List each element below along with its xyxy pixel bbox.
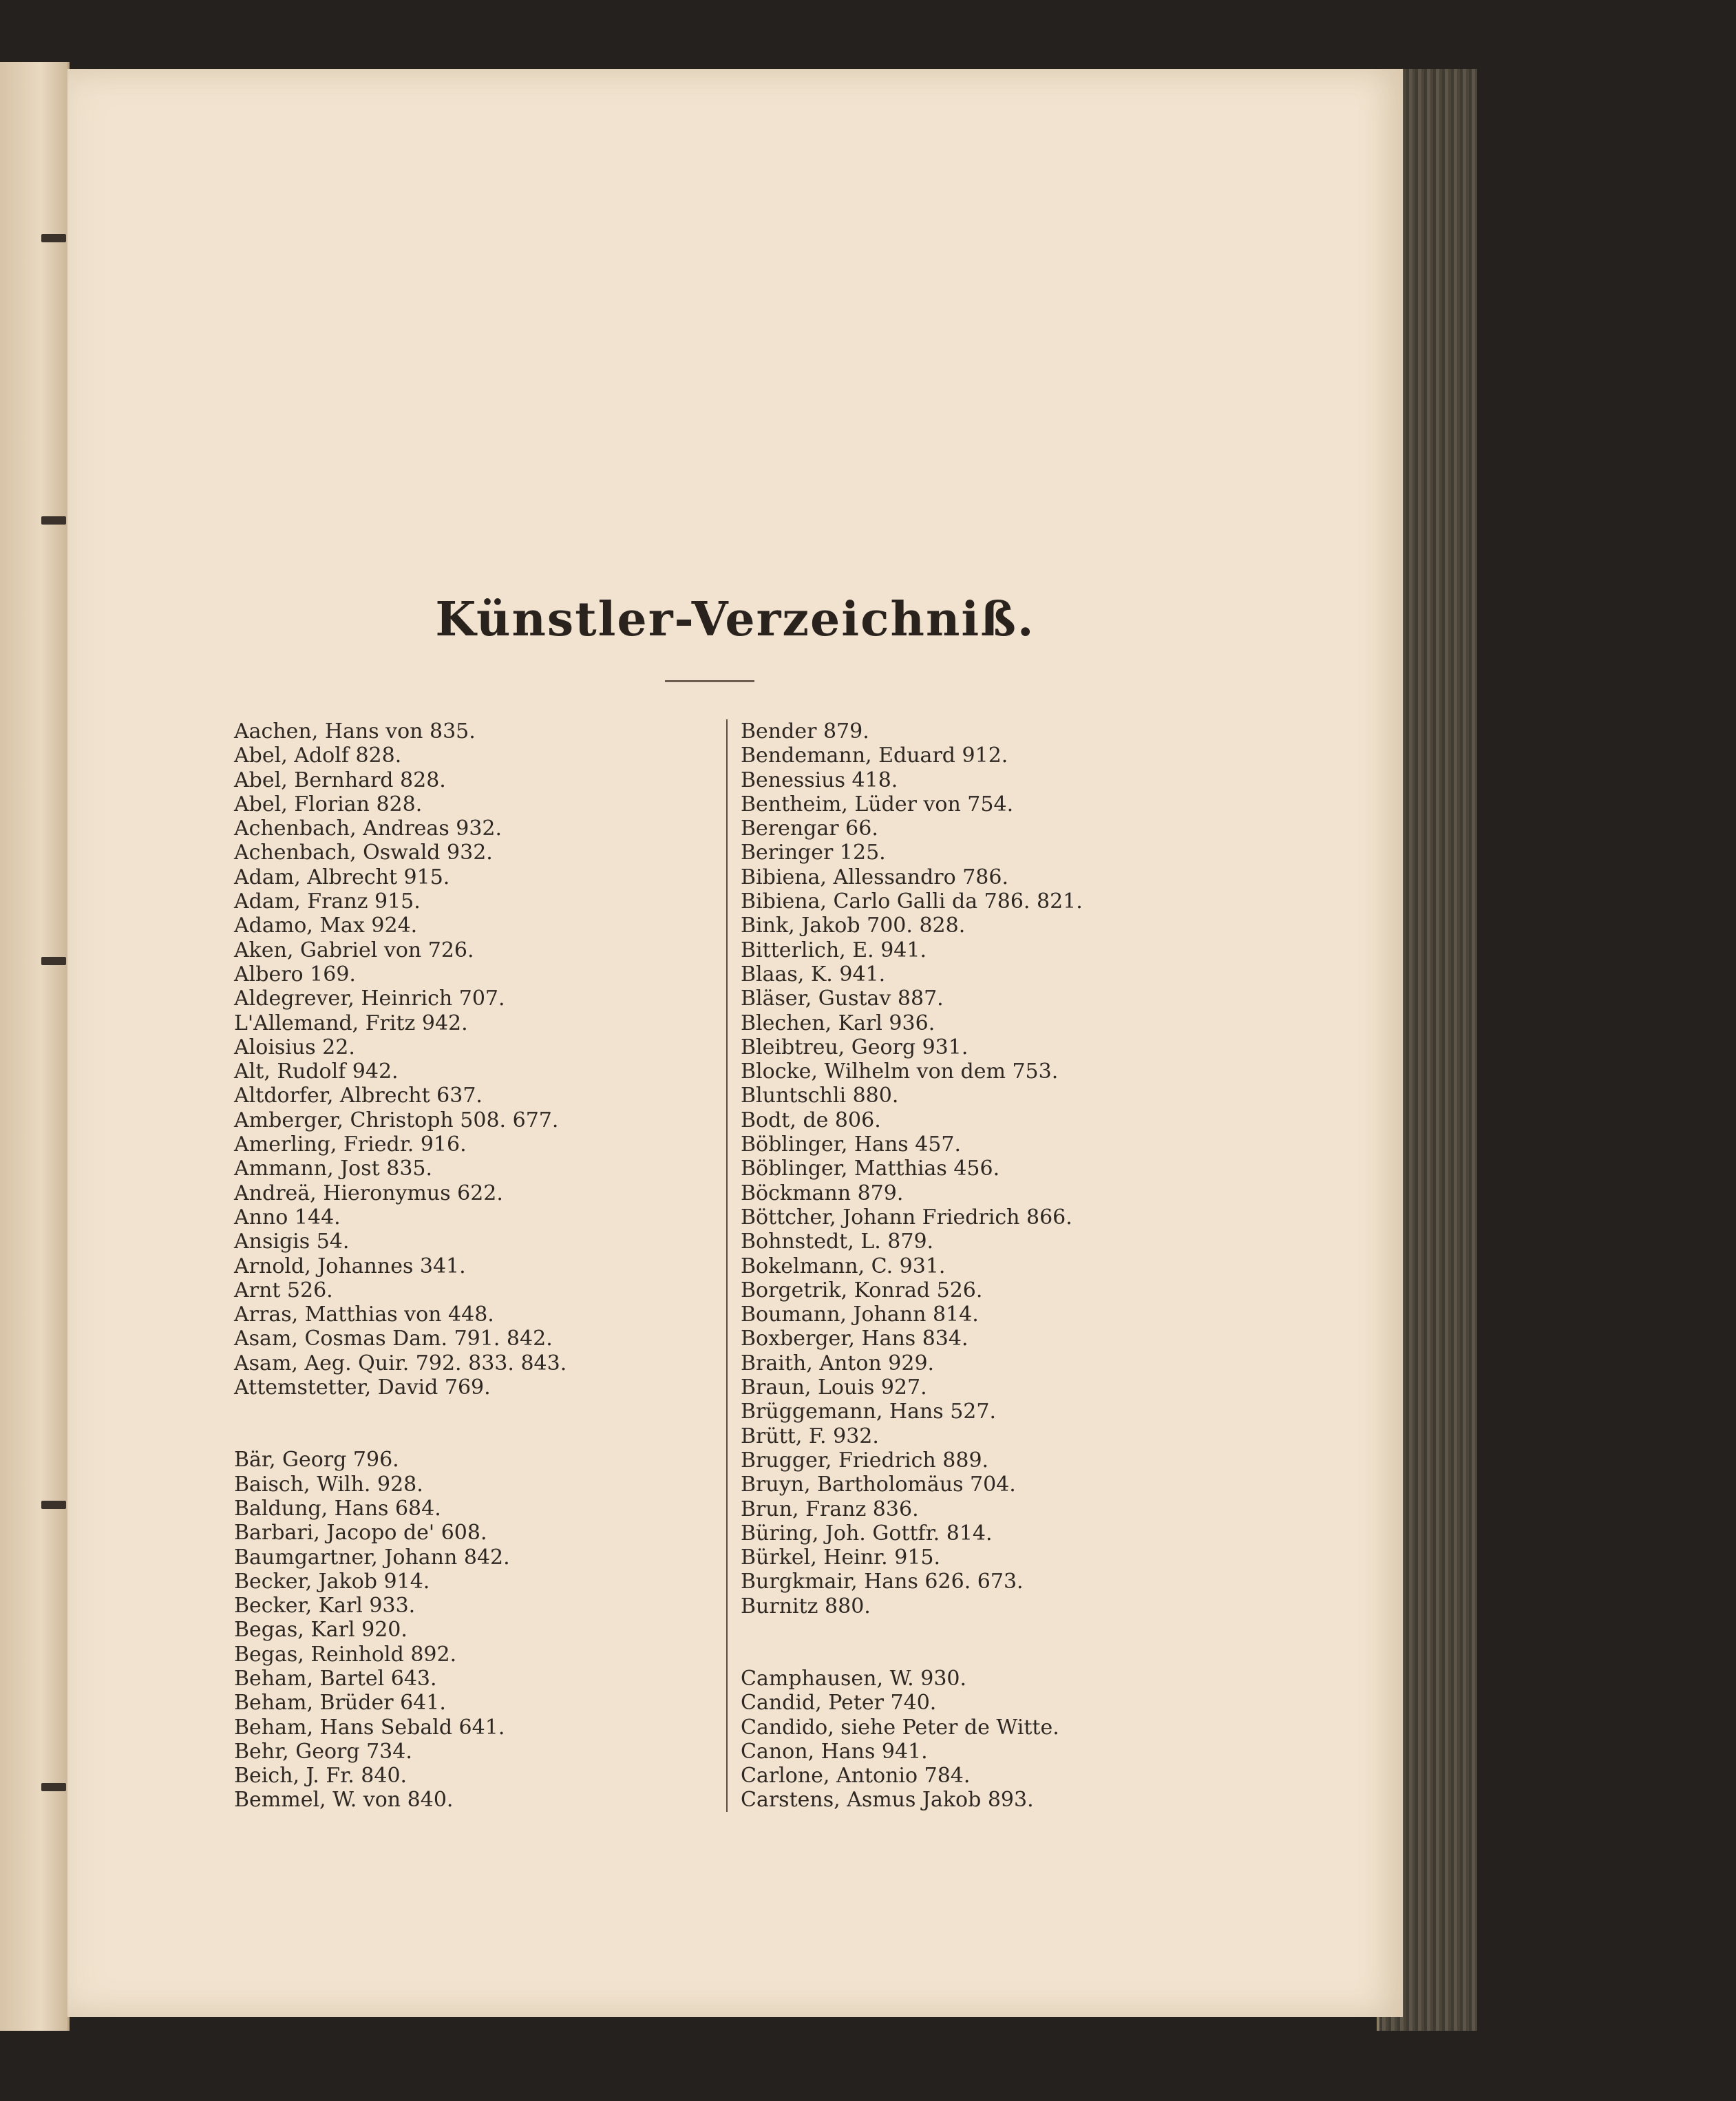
index-entry: Alt, Rudolf 942. — [234, 1059, 399, 1084]
index-entry: Altdorfer, Albrecht 637. — [234, 1084, 483, 1108]
index-entry: Boumann, Johann 814. — [741, 1302, 979, 1327]
index-entry: Aken, Gabriel von 726. — [234, 938, 474, 962]
index-entry: Bluntschli 880. — [741, 1084, 899, 1108]
index-entry: Arras, Matthias von 448. — [234, 1302, 494, 1327]
index-entry: Bleibtreu, Georg 931. — [741, 1035, 968, 1059]
index-entry: Andreä, Hieronymus 622. — [234, 1181, 503, 1205]
index-entry: Bink, Jakob 700. 828. — [741, 914, 966, 938]
index-entry: Abel, Bernhard 828. — [234, 768, 446, 792]
index-entry: Bemmel, W. von 840. — [234, 1788, 454, 1813]
column-divider — [726, 719, 728, 1812]
index-entry: Burgkmair, Hans 626. 673. — [741, 1570, 1024, 1594]
index-entry: Benessius 418. — [741, 768, 898, 792]
index-group-c — [741, 1667, 1126, 1813]
index-entry: Carlone, Antonio 784. — [741, 1764, 971, 1788]
book-page — [67, 69, 1403, 2017]
index-entry: Brüggemann, Hans 527. — [741, 1400, 997, 1424]
binding-stitch — [41, 1783, 66, 1791]
index-entry: Burnitz 880. — [741, 1594, 871, 1618]
index-entry: Bender 879. — [741, 719, 869, 743]
index-entry: Becker, Jakob 914. — [234, 1569, 430, 1594]
index-entry: Beich, J. Fr. 840. — [234, 1764, 407, 1788]
index-entry: Büring, Joh. Gottfr. 814. — [741, 1521, 993, 1545]
index-entry: Amerling, Friedr. 916. — [234, 1132, 467, 1157]
index-entry: Boxberger, Hans 834. — [741, 1327, 968, 1351]
index-entry: Brütt, F. 932. — [741, 1424, 879, 1448]
index-entry: Candid, Peter 740. — [741, 1691, 937, 1715]
index-column-left — [234, 719, 620, 1813]
binding-stitch — [41, 957, 66, 965]
index-entry: Bentheim, Lüder von 754. — [741, 792, 1014, 816]
index-entry: Achenbach, Oswald 932. — [234, 841, 493, 865]
index-entry: Böblinger, Matthias 456. — [741, 1157, 1000, 1181]
index-entry: Aloisius 22. — [234, 1035, 355, 1059]
index-entry: Blaas, K. 941. — [741, 962, 886, 986]
index-entry: Brugger, Friedrich 889. — [741, 1448, 989, 1472]
index-entry: Baisch, Wilh. 928. — [234, 1472, 423, 1497]
index-group-b-left — [234, 1448, 620, 1812]
binding-stitch — [41, 516, 66, 525]
title-rule — [665, 680, 754, 682]
index-entry: Achenbach, Andreas 932. — [234, 816, 502, 841]
binding-stitch — [41, 1501, 66, 1509]
index-entry: Abel, Florian 828. — [234, 792, 423, 816]
index-entry: Behr, Georg 734. — [234, 1739, 412, 1764]
index-entry: Amberger, Christoph 508. 677. — [234, 1108, 559, 1132]
index-entry: Camphausen, W. 930. — [741, 1666, 967, 1691]
index-entry: Braun, Louis 927. — [741, 1375, 927, 1400]
index-entry: Canon, Hans 941. — [741, 1739, 928, 1764]
group-spacer — [234, 1400, 620, 1448]
index-entry: Beham, Brüder 641. — [234, 1691, 446, 1715]
index-entry: Ammann, Jost 835. — [234, 1157, 433, 1181]
index-entry: Aldegrever, Heinrich 707. — [234, 986, 505, 1011]
index-entry: Blocke, Wilhelm von dem 753. — [741, 1059, 1059, 1084]
index-entry: Bodt, de 806. — [741, 1108, 881, 1132]
index-entry: Bokelmann, C. 931. — [741, 1254, 946, 1278]
index-entry: L'Allemand, Fritz 942. — [234, 1011, 468, 1035]
book-binding — [0, 62, 70, 2031]
index-entry: Bläser, Gustav 887. — [741, 986, 944, 1011]
index-entry: Bürkel, Heinr. 915. — [741, 1545, 941, 1570]
index-entry: Baldung, Hans 684. — [234, 1496, 441, 1521]
index-entry: Bendemann, Eduard 912. — [741, 743, 1008, 768]
index-entry: Adam, Albrecht 915. — [234, 865, 450, 889]
index-entry: Barbari, Jacopo de' 608. — [234, 1521, 487, 1545]
index-entry: Brun, Franz 836. — [741, 1497, 919, 1521]
index-entry: Berengar 66. — [741, 816, 878, 841]
index-group-b-right — [741, 719, 1126, 1618]
index-entry: Carstens, Asmus Jakob 893. — [741, 1788, 1034, 1813]
binding-stitch — [41, 234, 66, 242]
index-entry: Arnt 526. — [234, 1278, 333, 1302]
index-entry: Beham, Hans Sebald 641. — [234, 1715, 505, 1740]
index-entry: Becker, Karl 933. — [234, 1594, 416, 1618]
index-entry: Bitterlich, E. 941. — [741, 938, 927, 962]
index-entry: Böckmann 879. — [741, 1181, 904, 1205]
index-entry: Böblinger, Hans 457. — [741, 1132, 961, 1157]
page-title: Künstler-Verzeichniß. — [435, 592, 1035, 647]
index-entry: Aachen, Hans von 835. — [234, 719, 476, 743]
index-entry: Baumgartner, Johann 842. — [234, 1545, 510, 1570]
index-entry: Abel, Adolf 828. — [234, 743, 402, 768]
index-entry: Begas, Reinhold 892. — [234, 1642, 457, 1667]
index-entry: Adamo, Max 924. — [234, 914, 418, 938]
index-entry: Borgetrik, Konrad 526. — [741, 1278, 983, 1302]
index-entry: Beham, Bartel 643. — [234, 1666, 437, 1691]
index-column-right — [741, 719, 1126, 1813]
index-entry: Blechen, Karl 936. — [741, 1011, 935, 1035]
group-spacer — [741, 1618, 1126, 1667]
index-group-a — [234, 719, 620, 1400]
index-entry: Begas, Karl 920. — [234, 1618, 407, 1643]
index-entry: Anno 144. — [234, 1205, 341, 1229]
index-entry: Adam, Franz 915. — [234, 889, 421, 914]
index-entry: Attemstetter, David 769. — [234, 1375, 491, 1400]
index-entry: Candido, siehe Peter de Witte. — [741, 1715, 1059, 1740]
index-entry: Braith, Anton 929. — [741, 1351, 935, 1375]
index-entry: Bibiena, Carlo Galli da 786. 821. — [741, 889, 1083, 914]
index-entry: Bär, Georg 796. — [234, 1448, 399, 1472]
index-entry: Böttcher, Johann Friedrich 866. — [741, 1205, 1072, 1229]
index-entry: Bohnstedt, L. 879. — [741, 1229, 934, 1254]
index-entry: Bibiena, Allessandro 786. — [741, 865, 1009, 889]
index-entry: Ansigis 54. — [234, 1229, 350, 1254]
index-entry: Albero 169. — [234, 962, 356, 986]
index-entry: Asam, Cosmas Dam. 791. 842. — [234, 1327, 553, 1351]
index-entry: Arnold, Johannes 341. — [234, 1254, 466, 1278]
index-entry: Beringer 125. — [741, 841, 886, 865]
index-entry: Bruyn, Bartholomäus 704. — [741, 1472, 1016, 1497]
index-entry: Asam, Aeg. Quir. 792. 833. 843. — [234, 1351, 567, 1375]
